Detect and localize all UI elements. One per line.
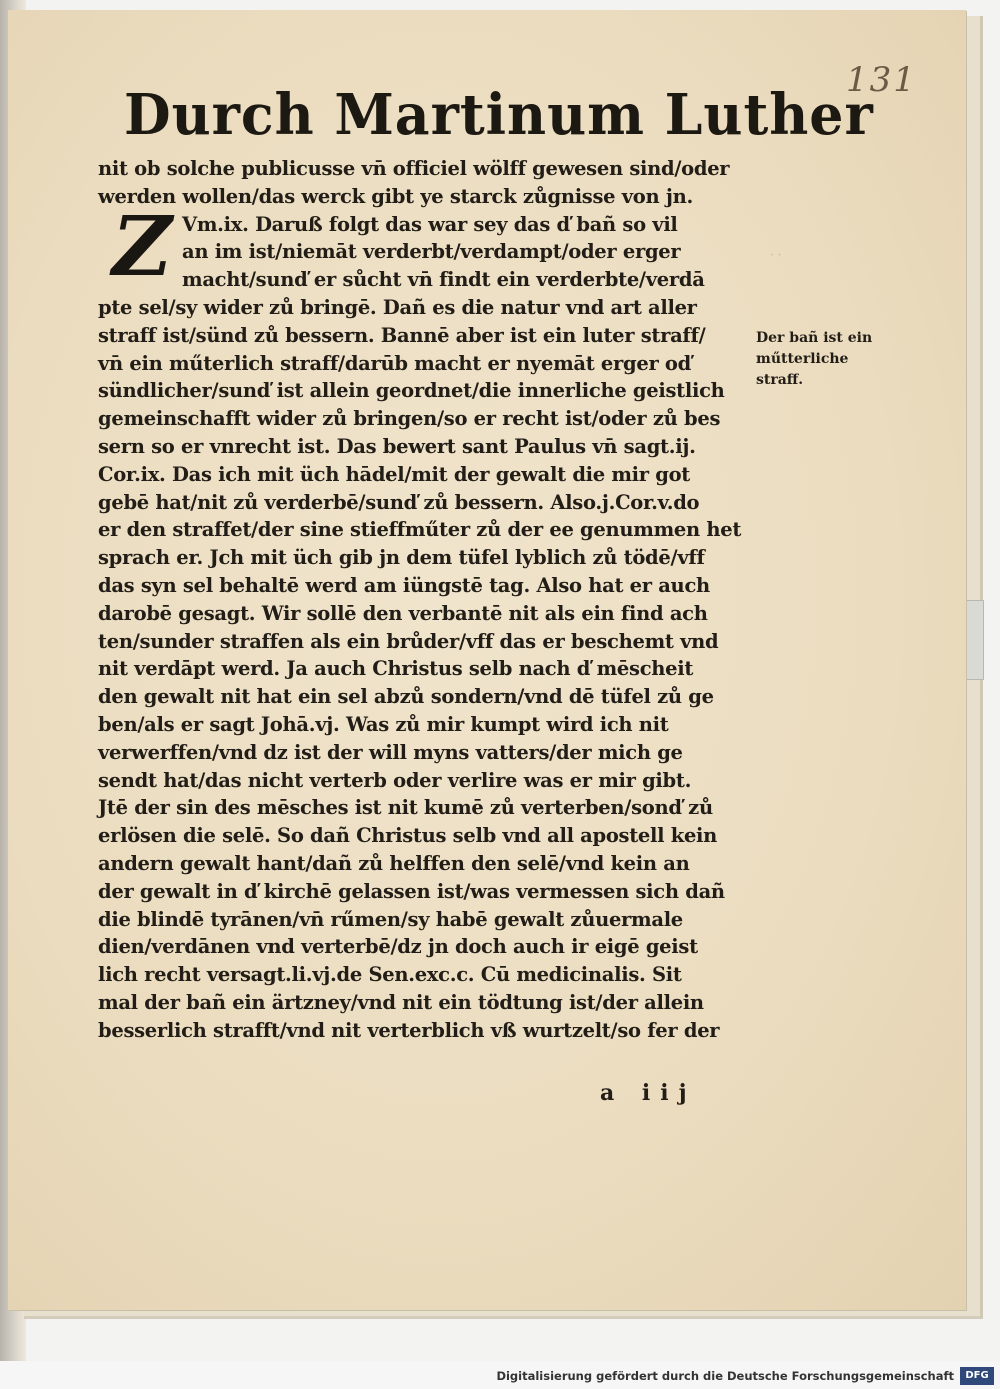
dfg-logo: DFG (960, 1367, 994, 1385)
text-line: darobē gesagt. Wir sollē den verbantē nit als ein find ach (98, 601, 708, 625)
text-line: er den straffet/der sine stieffműter zů der ee genummen het (98, 518, 742, 542)
signature-mark: a iij (600, 1080, 697, 1106)
text-line: Cor.ix. Das ich mit üch hādel/mit der gewalt die mir got (98, 462, 691, 486)
text-line: macht/sunď er sůcht vn̄ findt ein verderbte/verdā (182, 268, 705, 292)
text-line: erlösen die selē. So dañ Christus selb vnd all apostell kein (98, 824, 718, 848)
text-line: den gewalt nit hat ein sel abzů sondern/vnd dē tüfel zů ge (98, 685, 714, 709)
text-line: an im ist/niemāt verderbt/verdampt/oder erger (182, 240, 681, 264)
text-line: pte sel/sy wider zů bringē. Dañ es die natur vnd art aller (98, 295, 697, 319)
text-line: sprach er. Jch mit üch gib jn dem tüfel lyblich zů tödē/vff (98, 546, 705, 570)
text-line: besserlich strafft/vnd nit verterblich vß wurtzelt/so fer der (98, 1018, 720, 1042)
text-line: Vm.ix. Daruß folgt das war sey das ď bañ so vil (182, 212, 678, 236)
text-line: das syn sel behaltē werd am iüngstē tag. Also hat er auch (98, 573, 710, 597)
decorated-initial: Z (112, 199, 172, 295)
margin-note-line: Der bañ ist ein (756, 330, 873, 346)
text-line: gebē hat/nit zů verderbē/sunď zů bessern. Also.j.Cor.v.do (98, 490, 700, 514)
text-line: die blindē tyrānen/vn̄ rűmen/sy habē gewalt zůuermale (98, 907, 683, 931)
text-line: straff ist/sünd zů bessern. Bannē aber ist ein luter straff/ (98, 323, 706, 347)
text-line: sendt hat/das nicht verterb oder verlire was er mir gibt. (98, 768, 692, 792)
text-line: andern gewalt hant/dañ zů helffen den selē/vnd kein an (98, 851, 690, 875)
faded-margin-note: · · (770, 248, 782, 262)
body-text (98, 155, 758, 1045)
text-line: nit ob solche publicusse vn̄ officiel wölff gewesen sind/oder (98, 157, 730, 180)
footer-bar (0, 1361, 1000, 1389)
text-line: lich recht versagt.li.vj.de Sen.exc.c. Cū medicinalis. Sit (98, 963, 682, 987)
text-line: vn̄ ein műterlich straff/darūb macht er nyemāt erger oď (98, 351, 691, 375)
text-line: sündlicher/sunď ist allein geordnet/die innerliche geistlich (98, 379, 725, 403)
text-line: mal der bañ ein ärtzney/vnd nit ein tödtung ist/der allein (98, 990, 704, 1014)
text-line: gemeinschafft wider zů bringen/so er recht ist/oder zů bes (98, 407, 721, 431)
text-line: nit verdāpt werd. Ja auch Christus selb nach ď mēscheit (98, 657, 694, 681)
text-line: verwerffen/vnd dz ist der will myns vatters/der mich ge (98, 740, 683, 764)
folio-number: 131 (846, 60, 917, 100)
margin-note-line: műtterliche (756, 351, 849, 367)
margin-note (756, 328, 876, 391)
text-line: dien/verdānen vnd verterbē/dz jn doch auch ir eigē geist (98, 935, 698, 959)
funding-credit: Digitalisierung gefördert durch die Deutsche Forschungsgemeinschaft (496, 1369, 954, 1383)
text-line: sern so er vnrecht ist. Das bewert sant Paulus vn̄ sagt.ij. (98, 434, 696, 458)
text-line: der gewalt in ď kirchē gelassen ist/was vermessen sich dañ (98, 879, 725, 903)
text-line: ben/als er sagt Johā.vj. Was zů mir kumpt wird ich nit (98, 712, 669, 736)
text-line: werden wollen/das werck gibt ye starck zůgnisse von jn. (98, 184, 693, 208)
running-head: Durch Martinum Luther (124, 82, 874, 148)
text-line: ten/sunder straffen als ein brůder/vff das er beschemt vnd (98, 629, 719, 653)
text-line: Jtē der sin des mēsches ist nit kumē zů verterben/sonď zů (98, 796, 713, 820)
margin-note-line: straff. (756, 372, 804, 388)
